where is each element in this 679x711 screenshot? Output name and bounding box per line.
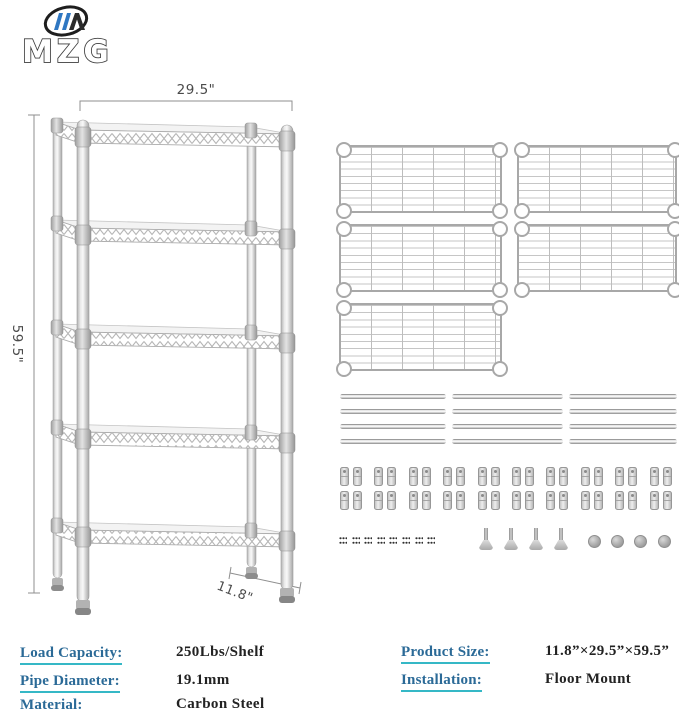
spec-label: Load Capacity: [20, 645, 122, 665]
shelf-corner-ring [336, 221, 352, 237]
part-sleeve-clip [422, 491, 431, 510]
part-sleeve-clip [650, 467, 659, 486]
spec-label: Product Size: [401, 644, 490, 664]
part-sleeve-clip [478, 491, 487, 510]
part-sleeve-clip [546, 491, 555, 510]
part-screw-set [339, 536, 347, 545]
part-sleeve-clip [478, 467, 487, 486]
spec-label: Installation: [401, 672, 482, 692]
part-pole-segment [569, 409, 677, 414]
part-sleeve-clip [353, 491, 362, 510]
spec-value: Floor Mount [545, 671, 632, 687]
part-sleeve-clip [559, 491, 568, 510]
spec-row [401, 671, 632, 693]
part-pole-segment [569, 424, 677, 429]
part-pole-segment [569, 439, 677, 444]
part-sleeve-clip [628, 491, 637, 510]
spec-value: 19.1mm [176, 672, 230, 688]
spec-row [20, 644, 265, 666]
spec-row [401, 643, 670, 665]
part-pole-segment [569, 394, 677, 399]
part-sleeve-clip [387, 467, 396, 486]
part-pole-segment [452, 409, 563, 414]
part-sleeve-clip [663, 467, 672, 486]
part-sleeve-clip [374, 467, 383, 486]
spec-label: Material: [20, 697, 83, 711]
shelf-corner-ring [336, 203, 352, 219]
part-shelf-panel [517, 145, 677, 213]
shelf-corner-ring [667, 142, 679, 158]
spec-label: Pipe Diameter: [20, 673, 120, 693]
shelf-corner-ring [336, 142, 352, 158]
shelf-corner-ring [514, 142, 530, 158]
part-sleeve-clip [559, 467, 568, 486]
shelf-corner-ring [492, 221, 508, 237]
part-sleeve-clip [546, 467, 555, 486]
part-sleeve-clip [409, 491, 418, 510]
shelf-corner-ring [336, 282, 352, 298]
part-sleeve-clip [594, 491, 603, 510]
part-pole-segment [452, 439, 563, 444]
part-shelf-panel [339, 303, 502, 371]
part-screw-set [415, 536, 423, 545]
dimension-width-label: 29.5" [176, 82, 216, 98]
brand-wordmark: MZG [22, 34, 113, 68]
part-shelf-panel [339, 145, 502, 213]
part-screw-set [377, 536, 385, 545]
dimension-depth-label: 11.8" [214, 578, 255, 607]
shelf-corner-ring [667, 203, 679, 219]
spec-row [20, 672, 230, 694]
part-sleeve-clip [525, 467, 534, 486]
part-pole-segment [452, 394, 563, 399]
shelf-corner-ring [514, 282, 530, 298]
part-screw-set [402, 536, 410, 545]
part-sleeve-clip [663, 491, 672, 510]
part-screw-set [352, 536, 360, 545]
part-end-cap [611, 535, 624, 548]
shelf-corner-ring [492, 361, 508, 377]
spec-value: 250Lbs/Shelf [176, 644, 265, 660]
part-leveling-foot [504, 528, 518, 550]
part-leveling-foot [479, 528, 493, 550]
part-shelf-panel [339, 224, 502, 292]
part-sleeve-clip [409, 467, 418, 486]
part-screw-set [364, 536, 372, 545]
shelf-corner-ring [667, 282, 679, 298]
part-pole-segment [340, 409, 446, 414]
part-sleeve-clip [615, 491, 624, 510]
part-sleeve-clip [512, 467, 521, 486]
part-sleeve-clip [594, 467, 603, 486]
part-leveling-foot [554, 528, 568, 550]
part-end-cap [658, 535, 671, 548]
shelf-corner-ring [336, 361, 352, 377]
shelf-corner-ring [492, 300, 508, 316]
part-sleeve-clip [628, 467, 637, 486]
part-shelf-panel [517, 224, 677, 292]
shelf-corner-ring [492, 203, 508, 219]
part-screw-set [427, 536, 435, 545]
spec-row [20, 696, 265, 711]
part-sleeve-clip [443, 467, 452, 486]
part-sleeve-clip [387, 491, 396, 510]
part-sleeve-clip [512, 491, 521, 510]
spec-value: Carbon Steel [176, 696, 265, 711]
part-sleeve-clip [422, 467, 431, 486]
part-pole-segment [340, 394, 446, 399]
part-sleeve-clip [491, 491, 500, 510]
shelf-corner-ring [514, 203, 530, 219]
part-sleeve-clip [374, 491, 383, 510]
part-sleeve-clip [456, 467, 465, 486]
part-pole-segment [452, 424, 563, 429]
part-sleeve-clip [581, 467, 590, 486]
dimension-height-label: 59.5" [9, 324, 25, 364]
shelf-corner-ring [492, 142, 508, 158]
part-sleeve-clip [353, 467, 362, 486]
shelf-corner-ring [514, 221, 530, 237]
part-sleeve-clip [581, 491, 590, 510]
part-pole-segment [340, 424, 446, 429]
part-sleeve-clip [340, 491, 349, 510]
shelf-corner-ring [336, 300, 352, 316]
part-end-cap [588, 535, 601, 548]
spec-value: 11.8”×29.5”×59.5” [545, 643, 670, 659]
part-sleeve-clip [443, 491, 452, 510]
part-screw-set [389, 536, 397, 545]
part-sleeve-clip [491, 467, 500, 486]
part-pole-segment [340, 439, 446, 444]
part-sleeve-clip [456, 491, 465, 510]
part-leveling-foot [529, 528, 543, 550]
part-sleeve-clip [615, 467, 624, 486]
shelf-corner-ring [492, 282, 508, 298]
part-sleeve-clip [525, 491, 534, 510]
part-sleeve-clip [650, 491, 659, 510]
part-end-cap [634, 535, 647, 548]
shelf-corner-ring [667, 221, 679, 237]
part-sleeve-clip [340, 467, 349, 486]
